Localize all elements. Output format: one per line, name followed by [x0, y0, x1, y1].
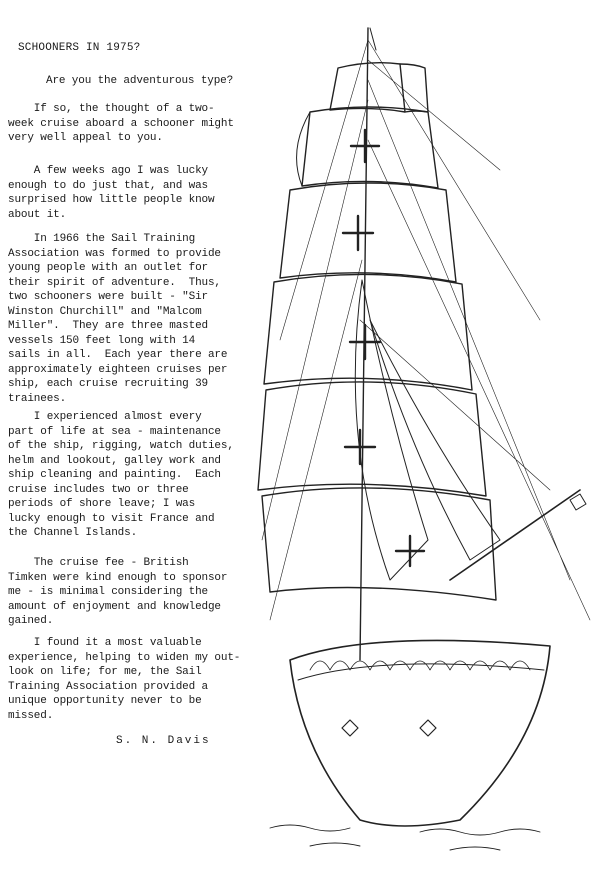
tall-ship-illustration [250, 20, 600, 870]
bowsprit [450, 490, 580, 580]
text-line: their spirit of adventure. Thus, [8, 276, 221, 289]
paragraph-2 [8, 164, 214, 222]
text-line: ship, each cruise recruiting 39 [8, 378, 208, 390]
text-line: In 1966 the Sail Training [8, 233, 196, 245]
text-line: The cruise fee - British [8, 557, 189, 569]
text-line: cruise includes two or three [8, 483, 189, 496]
ensign-flag [570, 494, 586, 510]
text-line: very well appeal to you. [8, 132, 163, 144]
text-line: about it. [8, 208, 67, 221]
signature: S. N. Davis [116, 735, 211, 747]
deck-crew-detail [310, 661, 530, 670]
text-line: If so, the thought of a two- [8, 103, 215, 115]
paragraph-4 [8, 410, 234, 541]
paragraph-1 [8, 102, 234, 146]
sail-tier-5 [258, 382, 486, 496]
text-line: missed. [8, 709, 54, 722]
paragraph-3 [8, 232, 227, 406]
text-line: Miller". They are three masted [8, 320, 208, 332]
water-lines [270, 825, 540, 850]
intro-line: Are you the adventurous type? [46, 75, 234, 87]
text-line: Timken were kind enough to sponsor [8, 571, 228, 584]
text-line: surprised how little people know [8, 194, 215, 206]
hull-emblems [342, 720, 436, 736]
masthead-flag [370, 28, 376, 50]
text-line: Winston Churchill" and "Malcom [8, 305, 202, 318]
text-line: week cruise aboard a schooner might [8, 117, 234, 130]
text-line: trainees. [8, 392, 67, 405]
text-line: part of life at sea - maintenance [8, 425, 221, 438]
text-line: I found it a most valuable [8, 637, 202, 649]
text-line: periods of shore leave; I was [8, 498, 196, 510]
text-line: me - is minimal considering the [8, 586, 208, 598]
article-title: SCHOONERS IN 1975? [18, 42, 141, 54]
text-line: experience, helping to widen my out- [8, 651, 241, 664]
text-line: Training Association provided a [8, 680, 208, 693]
text-line: unique opportunity never to be [8, 695, 202, 707]
text-line: ship cleaning and painting. Each [8, 469, 221, 481]
text-line: enough to do just that, and was [8, 179, 208, 192]
hull-rail [298, 664, 544, 680]
text-line: vessels 150 feet long with 14 [8, 334, 196, 347]
text-line: of the ship, rigging, watch duties, [8, 440, 234, 452]
text-line: sails in all. Each year there are [8, 349, 228, 361]
sail-tier-1 [330, 63, 428, 112]
sail-cross-markings [343, 130, 424, 566]
text-line: Association was formed to provide [8, 247, 221, 260]
text-line: gained. [8, 615, 54, 627]
text-line: amount of enjoyment and knowledge [8, 600, 221, 613]
text-line: young people with an outlet for [8, 262, 208, 274]
sail-tier-4 [264, 274, 472, 390]
paragraph-6 [8, 636, 240, 723]
text-line: helm and lookout, galley work and [8, 454, 221, 467]
text-line: look on life; for me, the Sail [8, 666, 202, 678]
text-line: I experienced almost every [8, 411, 202, 423]
text-line: approximately eighteen cruises per [8, 363, 228, 376]
text-line: the Channel Islands. [8, 527, 138, 539]
text-line: A few weeks ago I was lucky [8, 165, 208, 177]
paragraph-5 [8, 556, 227, 629]
text-line: lucky enough to visit France and [8, 512, 215, 525]
text-line: two schooners were built - "Sir [8, 291, 208, 303]
